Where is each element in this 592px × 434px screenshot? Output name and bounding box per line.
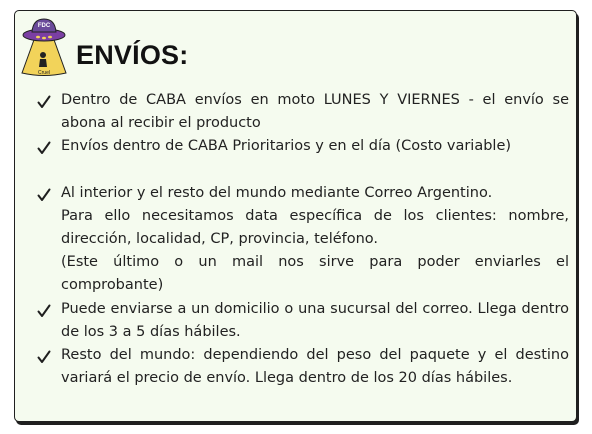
item-text: Resto del mundo: dependiendo del peso del paquete y el destino variará el precio de envío. Llega dentro de los 20 días hábiles. (61, 347, 569, 387)
item-text: Al interior y el resto del mundo mediante Correo Argentino. (61, 184, 493, 201)
list-item (37, 344, 569, 390)
logo-bottom-text: Cruel (38, 70, 50, 76)
checkmark-icon (37, 350, 51, 364)
item-text: (Este último o un mail nos sirve para poder enviarles el comprobante) (61, 254, 569, 294)
shipping-list (37, 89, 569, 390)
page-title: ENVÍOS: (76, 40, 189, 70)
checkmark-icon (37, 141, 51, 155)
list-item (37, 298, 569, 344)
checkmark-icon (37, 188, 51, 202)
checkmark-icon (37, 304, 51, 318)
ufo-logo (19, 17, 69, 79)
list-item (37, 89, 569, 135)
list-item (37, 135, 569, 158)
logo-top-text: FDC (37, 23, 51, 29)
list-item (37, 182, 569, 298)
item-text: Puede enviarse a un domicilio o una sucursal del correo. Llega dentro de los 3 a 5 días hábiles. (61, 300, 569, 340)
checkmark-icon (37, 95, 51, 109)
shipping-info-card (14, 10, 577, 422)
item-text: Para ello necesitamos data específica de los clientes: nombre, dirección, localidad, CP, provincia, teléfono. (61, 207, 569, 248)
item-text: Dentro de CABA envíos en moto LUNES Y VIERNES - el envío se abona al recibir el producto (61, 92, 569, 132)
item-text: Envíos dentro de CABA Prioritarios y en el día (Costo variable) (61, 138, 512, 155)
